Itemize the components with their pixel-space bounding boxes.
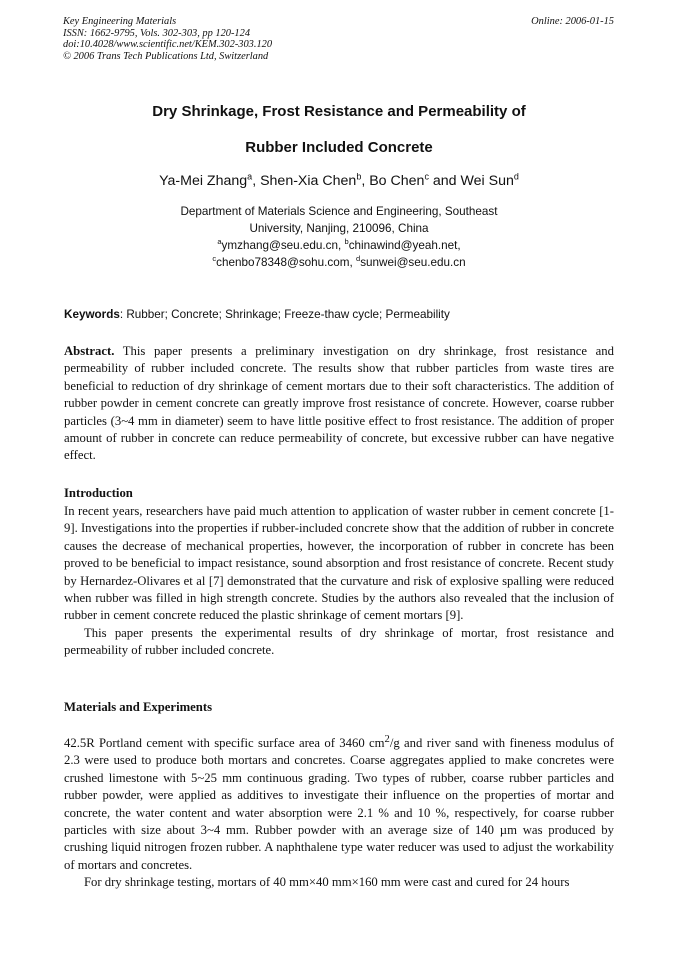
email-mark: a	[217, 237, 222, 247]
superscript: 2	[384, 733, 390, 745]
affiliation-line1: Department of Materials Science and Engineering, Southeast	[180, 205, 498, 218]
author-affil-mark: a	[247, 171, 253, 182]
materials-text: 42.5R Portland cement with specific surface area of 3460 cm	[64, 736, 385, 750]
author-affil-mark: b	[356, 171, 362, 182]
email-link[interactable]: ymzhang@seu.edu.cn,	[221, 239, 342, 252]
intro-section	[64, 503, 614, 660]
journal-name: Key Engineering Materials	[63, 16, 177, 27]
author-name: Ya-Mei Zhang	[159, 173, 248, 189]
journal-header	[63, 16, 272, 62]
email-mark: c	[212, 254, 217, 264]
emails-line1	[0, 237, 678, 254]
copyright: © 2006 Trans Tech Publications Ltd, Switzerland	[63, 50, 269, 62]
affiliation	[0, 203, 678, 271]
email-mark: b	[344, 237, 349, 247]
keywords-label: Keywords	[64, 308, 120, 321]
emails-line2	[0, 254, 678, 271]
intro-heading: Introduction	[64, 486, 133, 500]
author-list	[0, 173, 678, 189]
doi: doi:10.4028/www.scientific.net/KEM.302-303.120	[63, 39, 273, 51]
author-affil-mark: c	[424, 171, 429, 182]
author-affil-mark: d	[513, 171, 519, 182]
paper-title-line2: Rubber Included Concrete	[245, 139, 433, 156]
online-date: Online: 2006-01-15	[531, 16, 614, 27]
intro-paragraph-1: In recent years, researchers have paid much attention to application of waster rubber in cement concrete [1-9]. Investigations into the properties if rubber-included concrete show that the addition of rubber in concrete causes the decrease of mechanical properties, however, the incorporation of rubber in concrete has been proved to be beneficial to impact resistance, sound absorption and frost resistance of concrete. Recent study by Hernardez-Olivares et al [7] demonstrated that the curvature and risk of explosive spalling were reduced when rubber was filled in high strength concrete. Studies by the authors also revealed that the inclusion of rubber in cement concrete reduced the plastic shrinkage of cement mortars [9].	[64, 504, 614, 623]
keywords	[64, 308, 450, 321]
materials-heading: Materials and Experiments	[64, 700, 213, 714]
issn: ISSN: 1662-9795, Vols. 302-303, pp 120-124	[63, 27, 251, 39]
email-link[interactable]: chinawind@yeah.net,	[348, 239, 461, 252]
materials-paragraph-2: For dry shrinkage testing, mortars of 40 mm×40 mm×160 mm were cast and cured for 24 hours	[84, 875, 570, 890]
abstract	[64, 343, 614, 465]
paper-title-line1: Dry Shrinkage, Frost Resistance and Permeability of	[152, 103, 526, 120]
author-name: Shen-Xia Chen	[260, 173, 357, 189]
keywords-text: : Rubber; Concrete; Shrinkage; Freeze-thaw cycle; Permeability	[119, 308, 450, 321]
materials-paragraph-1	[64, 735, 614, 874]
abstract-label: Abstract.	[64, 344, 115, 358]
email-mark: d	[356, 254, 361, 264]
materials-section	[64, 735, 614, 892]
materials-text: /g and river sand with fineness modulus of 2.3 were used to produce both mortars and concretes. Coarse aggregates applied to make concretes were crushed limestone with 5~25 mm continuous grading. Two types of rubber, coarse rubber particles and rubber powder, were applied as additives to investigate their influence on the properties of mortar and concrete, the water content and water absorption were 2.1 % and 10 %, respectively, for coarse rubber particles with size about 3~4 mm. Rubber powder with an average size of 140 µm was produced by crushing liquid nitrogen frozen rubber. A naphthalene type water reducer was used to adjust the workability of mortars and concretes.	[64, 736, 614, 872]
affiliation-line2: University, Nanjing, 210096, China	[249, 222, 429, 235]
author-name: Wei Sun	[460, 173, 514, 189]
author-name: Bo Chen	[369, 173, 425, 189]
author-conjunction: and	[428, 173, 461, 189]
email-link[interactable]: chenbo78348@sohu.com,	[216, 256, 353, 269]
abstract-text: This paper presents a preliminary investigation on dry shrinkage, frost resistance and permeability of rubber included concrete. The results show that rubber particles from waste tires are beneficial to reduction of dry shrinkage of cement mortars due to their soft characteristics. The addition of rubber powder in cement concrete can greatly improve frost resistance of concrete. However, coarse rubber particles (3~4 mm in diameter) seem to have little positive effect to frost resistance. The addition of proper amount of rubber in concrete can reduce permeability of concrete, but excessive rubber can have negative effect.	[64, 344, 614, 463]
email-link[interactable]: sunwei@seu.edu.cn	[360, 256, 466, 269]
author-separator: ,	[361, 173, 370, 189]
intro-paragraph-2: This paper presents the experimental results of dry shrinkage of mortar, frost resistance and permeability of rubber included concrete.	[64, 625, 614, 658]
author-separator: ,	[252, 173, 261, 189]
